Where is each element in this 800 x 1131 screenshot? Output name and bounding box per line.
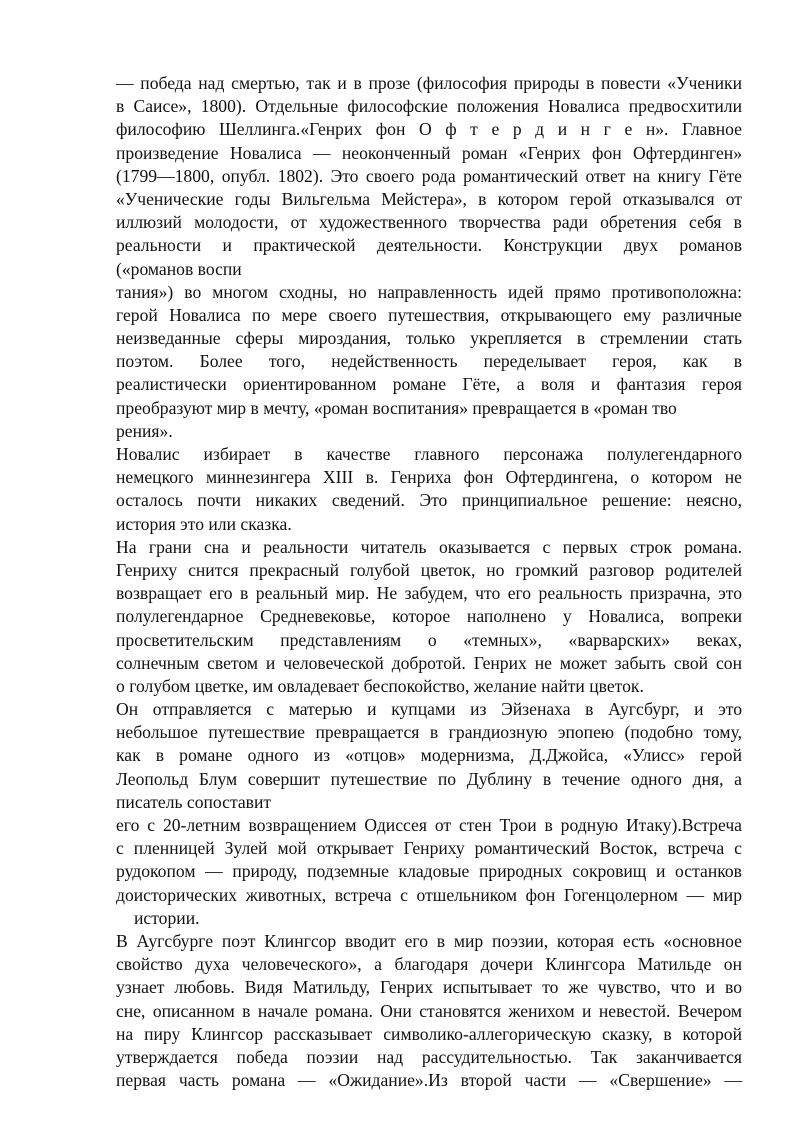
text-line: Новалис избирает в качестве главного персонажа полулегендарного	[116, 444, 742, 464]
text-line: реалистически ориентированном романе Гёте, а воля и фантазия героя	[116, 374, 742, 395]
text-line: утверждается победа поэзии над рассудительностью. Так заканчивается	[116, 1046, 742, 1067]
text-line: просветительским представлениям о «темных», «варварских» веках,	[116, 629, 742, 650]
text-line: поэтом. Более того, недейственность переделывает героя, как в	[116, 351, 742, 372]
text-line: философию Шеллинга.«Генрих фон О ф т е р д и н г е н». Главное	[116, 119, 742, 140]
text-line: тания») во многом сходны, но направленность идей прямо противоположна:	[116, 281, 742, 302]
text-line: возвращает его в реальный мир. Не забудем, что его реальность призрачна, это	[116, 583, 742, 604]
text-line: (1799—1800, опубл. 1802). Это своего рода романтический ответ на книгу Гёте	[116, 165, 742, 186]
text-line: солнечным светом и человеческой добротой. Генрих не может забыть свой сон	[116, 652, 742, 673]
text-line: произведение Новалиса — неоконченный роман «Генрих фон Офтердинген»	[116, 142, 742, 163]
text-line: рудокопом — природу, подземные кладовые природных сокровищ и останков	[116, 861, 742, 882]
text-line: В Аугсбурге поэт Клингсор вводит его в мир поэзии, которая есть «основное	[116, 930, 742, 951]
document-page	[116, 72, 742, 1092]
text-line: сне, описанном в начале романа. Они становятся женихом и невестой. Вечером	[116, 1000, 742, 1021]
text-line: Генриху снится прекрасный голубой цветок, но громкий разговор родителей	[116, 559, 742, 580]
text-line: на пиру Клингсор рассказывает символико-аллегорическую сказку, в которой	[116, 1023, 742, 1044]
text-line: первая часть романа — «Ожидание».Из второй части — «Свершение» —	[116, 1070, 742, 1091]
text-line: рения».	[116, 420, 173, 441]
text-line: в Саисе», 1800). Отдельные философские положения Новалиса предвосхитили	[116, 96, 742, 117]
text-line: доисторических животных, встреча с отшельником фон Гогенцолерном — мир	[116, 884, 742, 905]
text-line: иллюзий молодости, от художественного творчества ради обретения себя в	[116, 212, 742, 233]
text-line: герой Новалиса по мере своего путешествия, открывающего ему различные	[116, 304, 742, 325]
text-line: неизведанные сферы мироздания, только укрепляется в стремлении стать	[116, 328, 742, 349]
text-line: немецкого миннезингера XIII в. Генриха фон Офтердингена, о котором не	[116, 467, 742, 488]
text-line: о голубом цветке, им овладевает беспокойство, желание найти цветок.	[116, 675, 644, 696]
text-line: полулегендарное Средневековье, которое наполнено у Новалиса, вопреки	[116, 606, 742, 627]
text-line: преобразуют мир в мечту, «роман воспитания» превращается в «роман тво	[116, 397, 677, 418]
text-line: узнает любовь. Видя Матильду, Генрих испытывает то же чувство, что и во	[116, 977, 742, 998]
text-line: На грани сна и реальности читатель оказывается с первых строк романа.	[116, 536, 742, 557]
text-line: истории.	[134, 907, 200, 928]
text-line: свойство духа человеческого», а благодаря дочери Клингсора Матильде он	[116, 954, 742, 975]
text-line: осталось почти никаких сведений. Это принципиальное решение: неясно,	[116, 490, 742, 511]
text-line: его с 20-летним возвращением Одиссея от стен Трои в родную Итаку).Встреча	[116, 815, 742, 835]
text-line: небольшое путешествие превращается в грандиозную эпопею (подобно тому,	[116, 722, 742, 743]
text-line: как в романе одного из «отцов» модернизма, Д.Джойса, «Улисс» герой	[116, 745, 742, 766]
text-line: Он отправляется с матерью и купцами из Эйзенаха в Аугсбург, и это	[116, 699, 742, 720]
text-line: реальности и практической деятельности. Конструкции двух романов	[116, 235, 742, 256]
text-line: писатель сопоставит	[116, 791, 272, 812]
text-line: Леопольд Блум совершит путешествие по Дублину в течение одного дня, а	[116, 768, 742, 789]
text-line: «Ученические годы Вильгельма Мейстера», в котором герой отказывался от	[116, 188, 742, 209]
text-line: история это или сказка.	[116, 513, 292, 534]
text-line: («романов воспи	[116, 258, 242, 279]
text-line: с пленницей Зулей мой открывает Генриху романтический Восток, встреча с	[116, 838, 742, 859]
text-line: — победа над смертью, так и в прозе (философия природы в повести «Ученики	[116, 73, 742, 93]
